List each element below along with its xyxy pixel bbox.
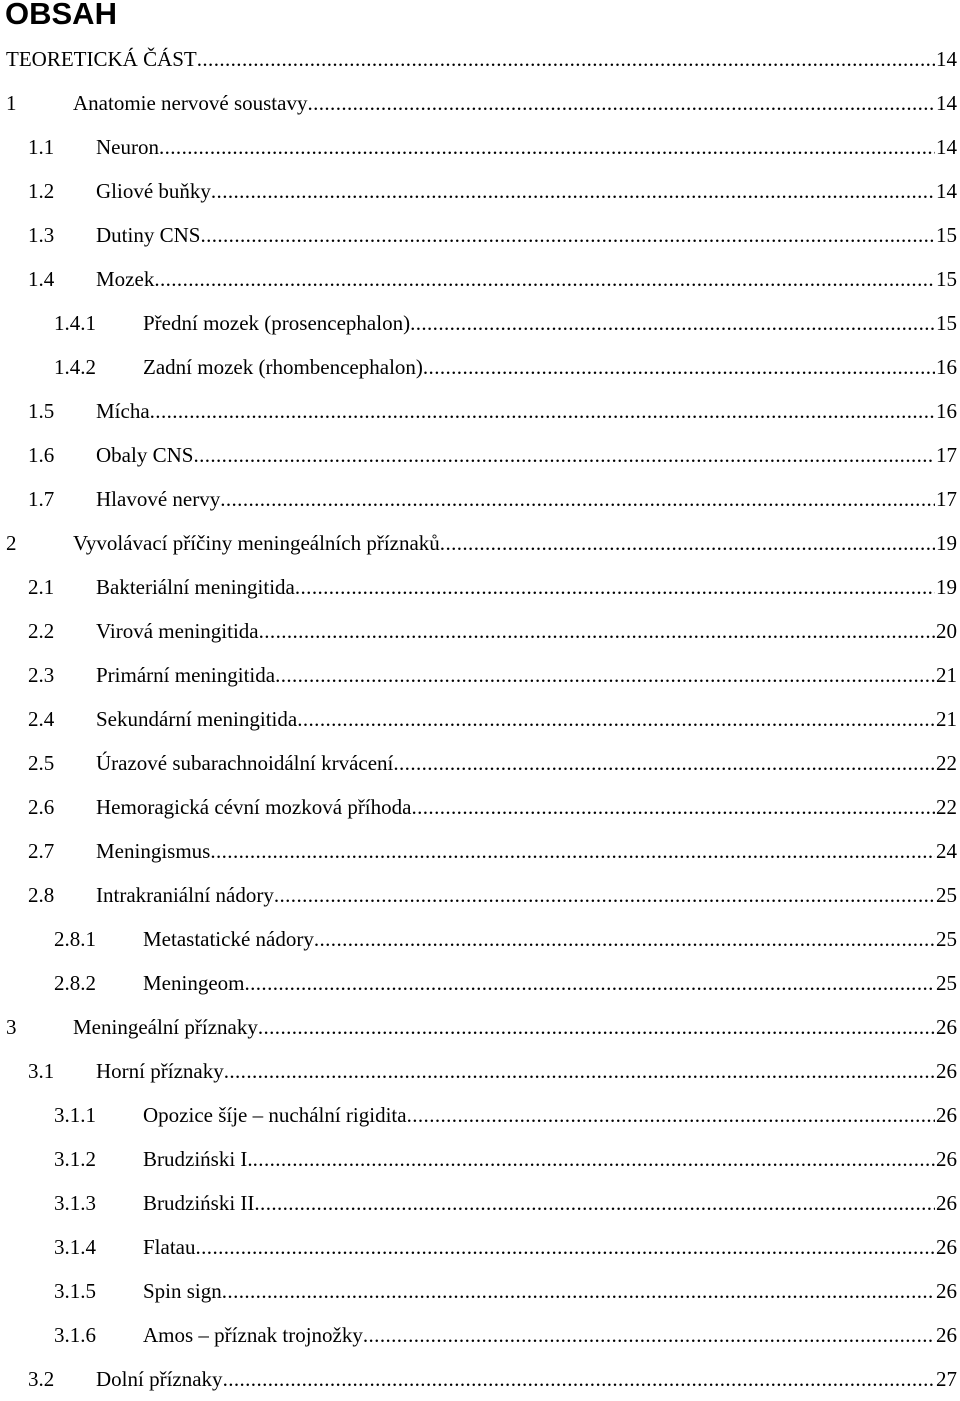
toc-entry[interactable] (0, 1005, 960, 1049)
toc-dot-leader (210, 839, 935, 863)
toc-entry-line (143, 1323, 957, 1347)
toc-entry-title: Dolní příznaky (96, 1367, 223, 1391)
toc-entry[interactable] (0, 785, 960, 829)
toc-entry-page-number: 26 (936, 1103, 957, 1127)
toc-entry-number: 3.1 (28, 1059, 55, 1083)
toc-dot-leader (222, 1279, 935, 1303)
toc-dot-leader (197, 47, 935, 71)
toc-entry-number: 1.4 (28, 267, 55, 291)
toc-entry-number: 2 (6, 531, 17, 555)
toc-entry-title: Obaly CNS (96, 443, 194, 467)
toc-entry-number: 3 (6, 1015, 17, 1039)
toc-entry-title: TEORETICKÁ ČÁST (6, 47, 197, 71)
toc-entry[interactable] (0, 961, 960, 1005)
toc-entry[interactable] (0, 873, 960, 917)
toc-entry-page-number: 25 (936, 927, 957, 951)
toc-entry-number: 2.8 (28, 883, 55, 907)
toc-dot-leader (258, 1015, 935, 1039)
toc-entry[interactable] (0, 1357, 960, 1401)
toc-entry-line (96, 179, 957, 203)
toc-dot-leader (211, 179, 935, 203)
toc-entry-title: Primární meningitida (96, 663, 276, 687)
toc-entry-title: Sekundární meningitida (96, 707, 298, 731)
toc-entry[interactable] (0, 433, 960, 477)
toc-entry-number: 1.5 (28, 399, 55, 423)
toc-entry[interactable] (0, 389, 960, 433)
toc-dot-leader (220, 487, 935, 511)
toc-entry-page-number: 19 (936, 531, 957, 555)
toc-entry-number: 1.3 (28, 223, 55, 247)
toc-entry[interactable] (0, 477, 960, 521)
toc-dot-leader (423, 355, 935, 379)
toc-entry-line (143, 1235, 957, 1259)
toc-entry-title: Dutiny CNS (96, 223, 201, 247)
toc-entry-number: 2.1 (28, 575, 55, 599)
toc-entry[interactable] (0, 917, 960, 961)
toc-entry-page-number: 17 (936, 443, 957, 467)
toc-entry-line (143, 311, 957, 335)
toc-dot-leader (274, 883, 935, 907)
toc-entry-page-number: 20 (936, 619, 957, 643)
toc-entry[interactable] (0, 609, 960, 653)
toc-entry-title: Brudziński I. (143, 1147, 253, 1171)
toc-dot-leader (259, 619, 935, 643)
toc-entry-page-number: 14 (936, 47, 957, 71)
toc-entry-number: 2.8.1 (54, 927, 96, 951)
toc-entry[interactable] (0, 345, 960, 389)
toc-entry-page-number: 15 (936, 311, 957, 335)
toc-dot-leader (307, 91, 935, 115)
toc-entry-title: Meningismus (96, 839, 211, 863)
toc-dot-leader (275, 663, 935, 687)
page-title: OBSAH (5, 0, 117, 31)
toc-entry-title: Vyvolávací příčiny meningeálních příznaků (73, 531, 440, 555)
toc-dot-leader (154, 267, 935, 291)
toc-entry-page-number: 25 (936, 971, 957, 995)
toc-entry-line (73, 531, 957, 555)
toc-entry-number: 3.1.1 (54, 1103, 96, 1127)
toc-dot-leader (363, 1323, 935, 1347)
toc-entry-line (96, 795, 957, 819)
toc-entry-page-number: 26 (936, 1323, 957, 1347)
toc-entry[interactable] (0, 653, 960, 697)
toc-entry-number: 1.6 (28, 443, 55, 467)
table-of-contents (0, 37, 960, 1401)
toc-entry-title: Intrakraniální nádory (96, 883, 274, 907)
toc-dot-leader (159, 135, 935, 159)
toc-entry-title: Zadní mozek (rhombencephalon) (143, 355, 423, 379)
toc-entry-line (96, 135, 957, 159)
toc-entry-number: 3.2 (28, 1367, 55, 1391)
toc-dot-leader (407, 1103, 935, 1127)
toc-entry-number: 1.1 (28, 135, 55, 159)
toc-entry-page-number: 15 (936, 267, 957, 291)
toc-entry-title: Spin sign (143, 1279, 222, 1303)
toc-entry-title: Neuron (96, 135, 159, 159)
toc-entry-title: Metastatické nádory (143, 927, 314, 951)
toc-entry-number: 1 (6, 91, 17, 115)
toc-entry-page-number: 19 (936, 575, 957, 599)
toc-entry[interactable] (0, 301, 960, 345)
toc-dot-leader (411, 795, 935, 819)
toc-entry-number: 3.1.6 (54, 1323, 96, 1347)
toc-entry[interactable] (0, 741, 960, 785)
toc-entry-line (143, 1103, 957, 1127)
toc-entry-title: Horní příznaky (96, 1059, 224, 1083)
toc-entry-number: 3.1.5 (54, 1279, 96, 1303)
toc-entry[interactable] (0, 1093, 960, 1137)
toc-entry-page-number: 26 (936, 1147, 957, 1171)
toc-entry-page-number: 22 (936, 751, 957, 775)
toc-entry-title: Mícha (96, 399, 150, 423)
toc-entry-page-number: 25 (936, 883, 957, 907)
toc-entry-line (96, 883, 957, 907)
toc-entry-title: Gliové buňky (96, 179, 211, 203)
toc-entry[interactable] (0, 565, 960, 609)
toc-dot-leader (295, 575, 935, 599)
toc-entry-title: Hemoragická cévní mozková příhoda (96, 795, 412, 819)
toc-entry-line (96, 1059, 957, 1083)
toc-entry-page-number: 15 (936, 223, 957, 247)
toc-entry-number: 2.2 (28, 619, 55, 643)
toc-entry-page-number: 21 (936, 663, 957, 687)
toc-entry-number: 1.4.1 (54, 311, 96, 335)
toc-entry-line (6, 47, 957, 71)
toc-dot-leader (410, 311, 935, 335)
toc-entry-page-number: 14 (936, 91, 957, 115)
toc-entry-number: 3.1.4 (54, 1235, 96, 1259)
toc-entry-page-number: 14 (936, 135, 957, 159)
toc-entry-title: Anatomie nervové soustavy (73, 91, 308, 115)
toc-entry-title: Virová meningitida (96, 619, 259, 643)
toc-entry-number: 2.6 (28, 795, 55, 819)
toc-entry-number: 2.4 (28, 707, 55, 731)
toc-entry[interactable] (0, 1225, 960, 1269)
toc-dot-leader (223, 1367, 935, 1391)
toc-entry-page-number: 24 (936, 839, 957, 863)
toc-entry-title: Amos – příznak trojnožky (143, 1323, 363, 1347)
toc-entry-page-number: 26 (936, 1015, 957, 1039)
toc-entry-number: 2.5 (28, 751, 55, 775)
toc-entry-number: 2.3 (28, 663, 55, 687)
toc-entry-number: 2.8.2 (54, 971, 96, 995)
toc-entry-page-number: 16 (936, 399, 957, 423)
toc-entry-title: Meningeální příznaky (73, 1015, 258, 1039)
toc-entry[interactable] (0, 1049, 960, 1093)
toc-entry-line (96, 223, 957, 247)
toc-entry[interactable] (0, 1269, 960, 1313)
toc-entry-page-number: 26 (936, 1059, 957, 1083)
toc-entry[interactable] (0, 125, 960, 169)
toc-entry-number: 1.4.2 (54, 355, 96, 379)
toc-entry-title: Brudziński II (143, 1191, 255, 1215)
toc-dot-leader (196, 1235, 936, 1259)
toc-dot-leader (314, 927, 935, 951)
toc-dot-leader (393, 751, 935, 775)
toc-entry-line (96, 443, 957, 467)
toc-entry[interactable] (0, 829, 960, 873)
toc-entry-page-number: 17 (936, 487, 957, 511)
toc-entry[interactable] (0, 1313, 960, 1357)
toc-entry-line (96, 663, 957, 687)
toc-entry-number: 1.7 (28, 487, 55, 511)
toc-entry-line (96, 619, 957, 643)
toc-entry-line (96, 839, 957, 863)
toc-dot-leader (150, 399, 935, 423)
toc-entry-line (143, 355, 957, 379)
toc-entry-number: 2.7 (28, 839, 55, 863)
toc-entry[interactable] (0, 1181, 960, 1225)
toc-entry-page-number: 21 (936, 707, 957, 731)
toc-entry-title: Úrazové subarachnoidální krvácení (96, 751, 394, 775)
toc-entry-number: 1.2 (28, 179, 55, 203)
toc-entry-line (96, 267, 957, 291)
toc-entry-page-number: 22 (936, 795, 957, 819)
toc-dot-leader (440, 531, 935, 555)
toc-entry[interactable] (0, 81, 960, 125)
toc-entry-title: Bakteriální meningitida (96, 575, 295, 599)
toc-dot-leader (244, 971, 935, 995)
toc-entry[interactable] (0, 257, 960, 301)
toc-entry-line (96, 399, 957, 423)
toc-entry-number: 3.1.2 (54, 1147, 96, 1171)
toc-entry-page-number: 26 (936, 1191, 957, 1215)
toc-entry-line (96, 487, 957, 511)
toc-entry-line (143, 1147, 957, 1171)
toc-entry-line (143, 1279, 957, 1303)
toc-entry-line (96, 1367, 957, 1391)
toc-entry[interactable] (0, 697, 960, 741)
toc-entry-line (73, 1015, 957, 1039)
toc-entry-page-number: 26 (936, 1235, 957, 1259)
toc-entry[interactable] (0, 169, 960, 213)
toc-entry-page-number: 14 (936, 179, 957, 203)
toc-dot-leader (200, 223, 935, 247)
toc-dot-leader (193, 443, 935, 467)
toc-entry-line (96, 707, 957, 731)
toc-entry[interactable] (0, 213, 960, 257)
toc-entry-line (143, 971, 957, 995)
toc-entry-line (96, 751, 957, 775)
toc-entry-page-number: 27 (936, 1367, 957, 1391)
toc-entry-title: Flatau (143, 1235, 196, 1259)
toc-entry[interactable] (0, 521, 960, 565)
toc-entry-number: 3.1.3 (54, 1191, 96, 1215)
toc-entry-title: Mozek (96, 267, 155, 291)
toc-entry-page-number: 26 (936, 1279, 957, 1303)
toc-entry-title: Přední mozek (prosencephalon) (143, 311, 411, 335)
toc-dot-leader (297, 707, 935, 731)
toc-entry[interactable] (0, 37, 960, 81)
toc-dot-leader (253, 1147, 935, 1171)
toc-entry-line (143, 1191, 957, 1215)
toc-entry[interactable] (0, 1137, 960, 1181)
toc-dot-leader (224, 1059, 935, 1083)
toc-entry-line (143, 927, 957, 951)
toc-dot-leader (254, 1191, 935, 1215)
toc-entry-title: Hlavové nervy (96, 487, 221, 511)
toc-entry-page-number: 16 (936, 355, 957, 379)
toc-entry-title: Meningeom (143, 971, 245, 995)
toc-entry-line (73, 91, 957, 115)
toc-entry-title: Opozice šíje – nuchální rigidita (143, 1103, 407, 1127)
toc-entry-line (96, 575, 957, 599)
